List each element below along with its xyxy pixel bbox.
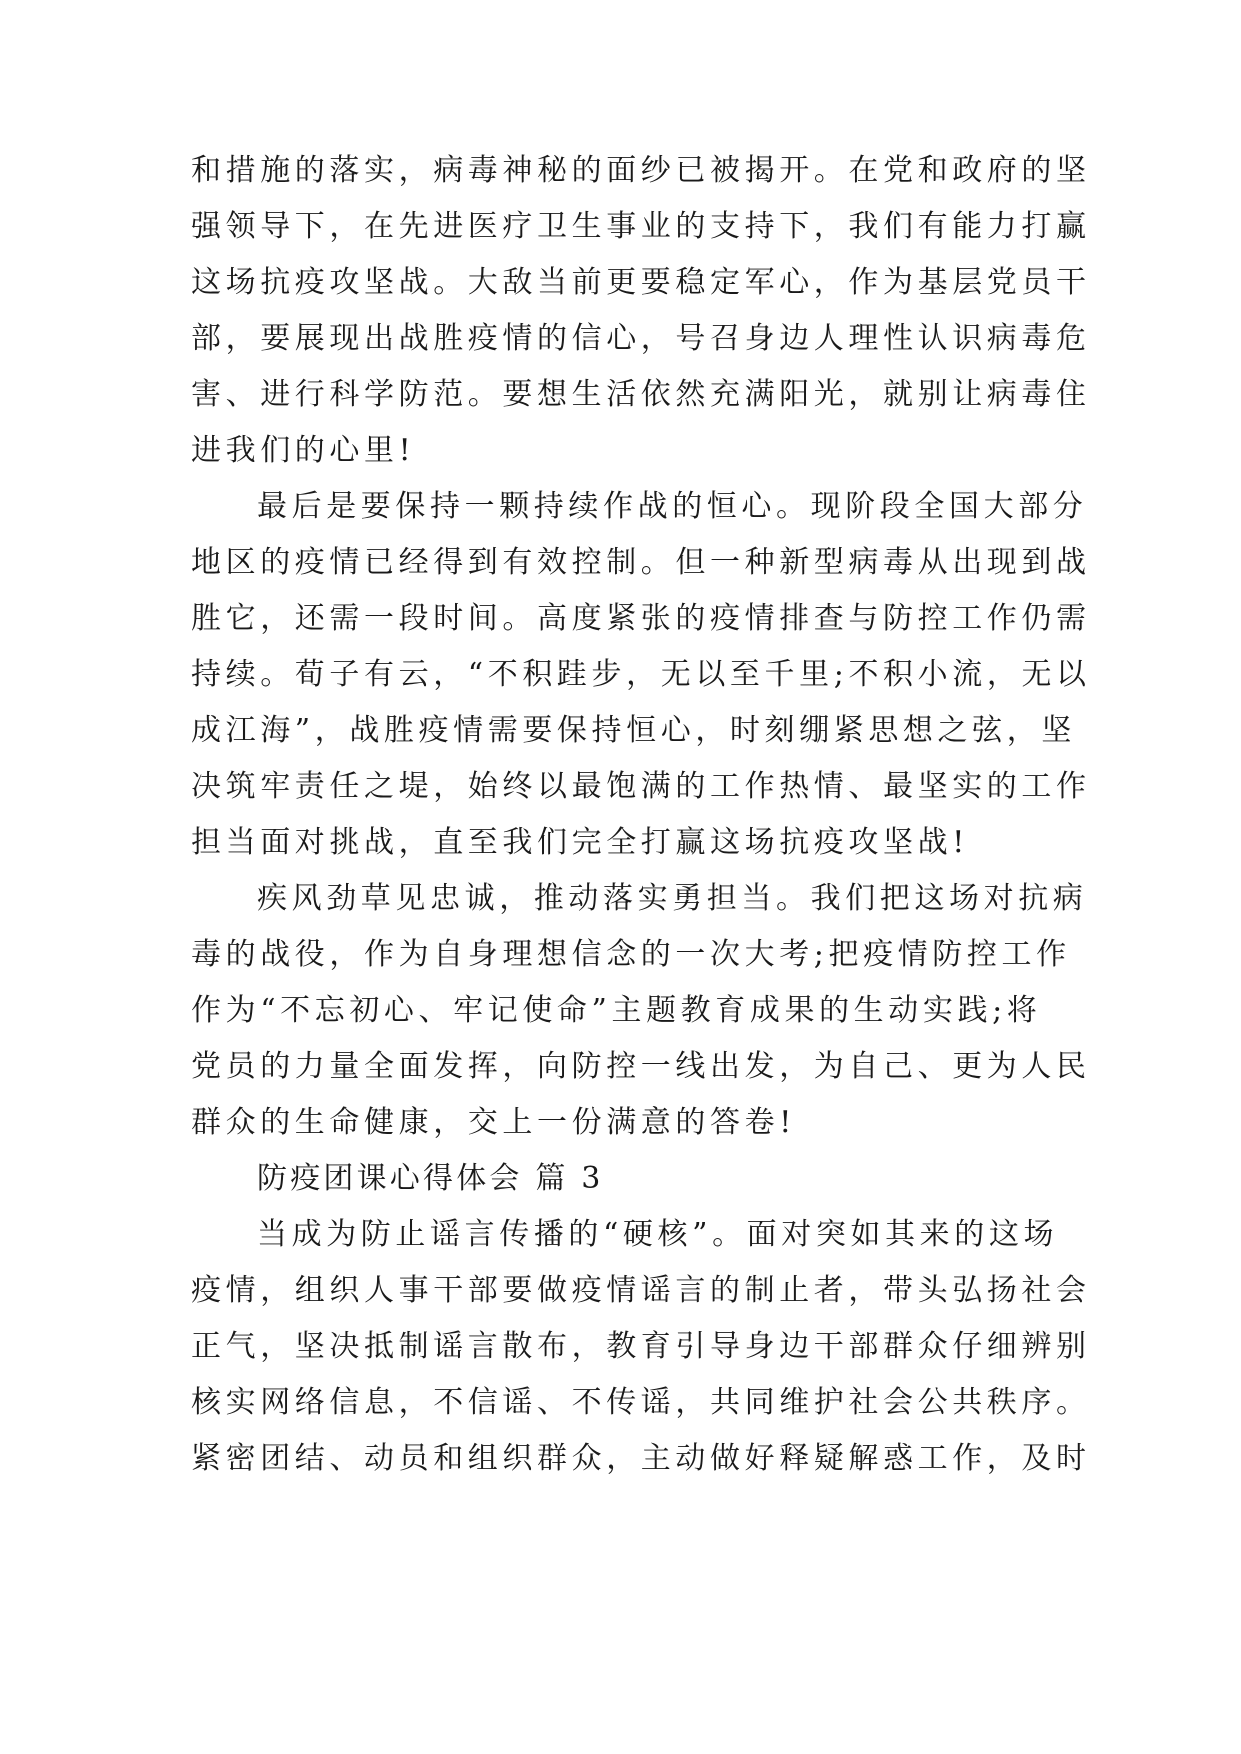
text-line: 疫情，组织人事干部要做疫情谣言的制止者，带头弘扬社会 [191,1273,1091,1308]
text-line: 进我们的心里! [191,433,416,468]
text-line: 担当面对挑战，直至我们完全打赢这场抗疫攻坚战! [191,825,969,860]
text-line: 害、进行科学防范。要想生活依然充满阳光，就别让病毒住 [191,377,1091,412]
text-line: 决筑牢责任之堤，始终以最饱满的工作热情、最坚实的工作 [191,769,1091,804]
text-line: 核实网络信息，不信谣、不传谣，共同维护社会公共秩序。 [191,1385,1091,1420]
section-heading: 防疫团课心得体会 篇 3 [257,1161,604,1196]
text-line: 持续。荀子有云，“不积跬步，无以至千里;不积小流，无以 [191,657,1091,692]
text-line: 强领导下，在先进医疗卫生事业的支持下，我们有能力打赢 [191,209,1091,244]
text-line: 成江海”，战胜疫情需要保持恒心，时刻绷紧思想之弦，坚 [191,713,1076,748]
text-line: 紧密团结、动员和组织群众，主动做好释疑解惑工作，及时 [191,1441,1091,1476]
text-line: 和措施的落实，病毒神秘的面纱已被揭开。在党和政府的坚 [191,153,1091,188]
text-line: 地区的疫情已经得到有效控制。但一种新型病毒从出现到战 [191,545,1091,580]
paragraph-start-line: 疾风劲草见忠诚，推动落实勇担当。我们把这场对抗病 [257,881,1088,916]
text-line: 群众的生命健康，交上一份满意的答卷! [191,1105,796,1140]
text-line: 正气，坚决抵制谣言散布，教育引导身边干部群众仔细辨别 [191,1329,1091,1364]
document-body [191,143,1091,1487]
text-line: 这场抗疫攻坚战。大敌当前更要稳定军心，作为基层党员干 [191,265,1091,300]
paragraph-start-line: 当成为防止谣言传播的“硬核”。面对突如其来的这场 [257,1217,1059,1252]
text-line: 部，要展现出战胜疫情的信心，号召身边人理性认识病毒危 [191,321,1091,356]
text-line: 作为“不忘初心、牢记使命”主题教育成果的生动实践;将 [191,993,1042,1028]
text-line: 胜它，还需一段时间。高度紧张的疫情排查与防控工作仍需 [191,601,1091,636]
text-line: 毒的战役，作为自身理想信念的一次大考;把疫情防控工作 [191,937,1071,972]
paragraph-start-line: 最后是要保持一颗持续作战的恒心。现阶段全国大部分 [257,489,1088,524]
text-line: 党员的力量全面发挥，向防控一线出发，为自己、更为人民 [191,1049,1091,1084]
